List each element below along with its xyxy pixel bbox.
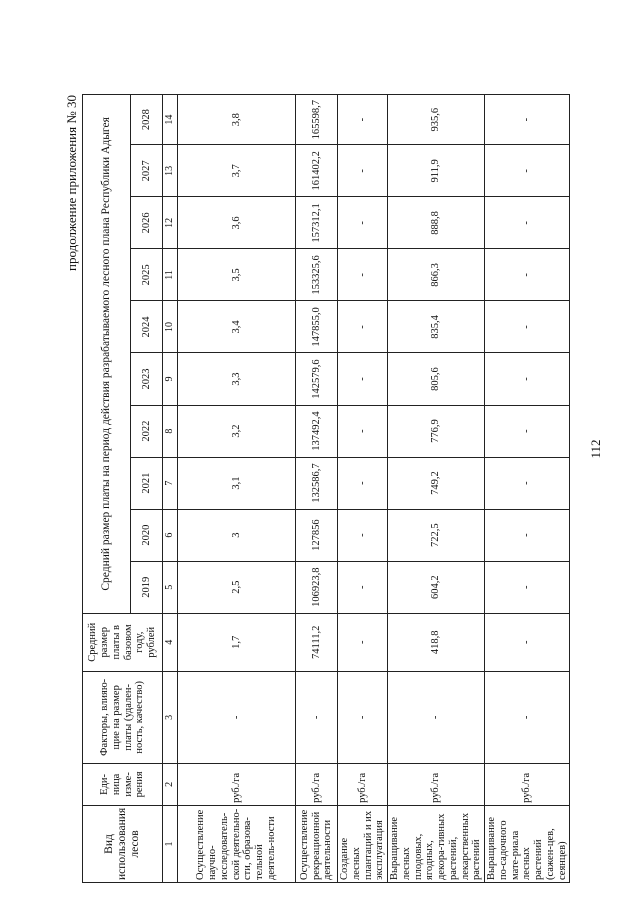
row-year-value: -	[485, 145, 570, 197]
table-row	[485, 95, 570, 883]
column-number: 12	[163, 197, 178, 249]
column-number: 9	[163, 353, 178, 405]
row-unit: руб./га	[296, 763, 338, 805]
column-number: 14	[163, 95, 178, 145]
row-base-average: 418,8	[388, 613, 485, 671]
header-unit: Еди-ница изме-рения	[83, 763, 163, 805]
column-number: 4	[163, 613, 178, 671]
header-factors: Факторы, влияю-щие на размер платы (удален-ность, качество)	[83, 671, 163, 763]
row-year-value: 835,4	[388, 301, 485, 353]
year-header: 2020	[131, 509, 163, 561]
row-year-value: -	[338, 197, 388, 249]
row-year-value: 142579,6	[296, 353, 338, 405]
row-year-value: -	[338, 405, 388, 457]
row-year-value: 3,6	[178, 197, 296, 249]
row-year-value: 3,8	[178, 95, 296, 145]
row-year-value: 722,5	[388, 509, 485, 561]
header-base-average: Средний размер платы в базовом году, рублей	[83, 613, 163, 671]
row-year-value: 153325,6	[296, 249, 338, 301]
year-header: 2021	[131, 457, 163, 509]
row-year-value: 3,7	[178, 145, 296, 197]
year-header: 2026	[131, 197, 163, 249]
row-factors: -	[485, 671, 570, 763]
year-header: 2022	[131, 405, 163, 457]
row-unit: руб./га	[485, 763, 570, 805]
row-year-value: -	[485, 353, 570, 405]
page-number: 112	[588, 439, 603, 459]
row-factors: -	[296, 671, 338, 763]
row-year-value: 106923,8	[296, 561, 338, 613]
column-number: 8	[163, 405, 178, 457]
row-factors: -	[178, 671, 296, 763]
row-year-value: -	[485, 249, 570, 301]
row-use-type: Выращивание лесных плодовых, ягодных, декора-тивных растений, лекарственных растений	[388, 805, 485, 882]
row-year-value: 3	[178, 509, 296, 561]
column-number: 2	[163, 763, 178, 805]
row-use-type: Осуществление научно-исследователь-ской деятельно-сти, образова-тельной деятель-ности	[178, 805, 296, 882]
row-factors: -	[338, 671, 388, 763]
row-year-value: 888,8	[388, 197, 485, 249]
row-year-value: 866,3	[388, 249, 485, 301]
row-year-value: -	[485, 457, 570, 509]
row-base-average: -	[338, 613, 388, 671]
row-unit: руб./га	[388, 763, 485, 805]
row-year-value: -	[485, 301, 570, 353]
row-year-value: -	[338, 353, 388, 405]
row-year-value: -	[485, 405, 570, 457]
header-use-type: Вид использования лесов	[83, 805, 163, 882]
row-year-value: 132586,7	[296, 457, 338, 509]
row-base-average: -	[485, 613, 570, 671]
header-period-average: Средний размер платы на период действия разрабатываемого лесного плана Республики Адыгея	[83, 95, 131, 614]
table-row	[338, 95, 388, 883]
row-factors: -	[388, 671, 485, 763]
row-year-value: 3,3	[178, 353, 296, 405]
column-number: 1	[163, 805, 178, 882]
row-year-value: 776,9	[388, 405, 485, 457]
row-base-average: 74111,2	[296, 613, 338, 671]
row-base-average: 1,7	[178, 613, 296, 671]
column-number: 10	[163, 301, 178, 353]
row-year-value: 161402,2	[296, 145, 338, 197]
year-header: 2025	[131, 249, 163, 301]
row-use-type: Осуществление рекреационной деятельности	[296, 805, 338, 882]
column-number: 6	[163, 509, 178, 561]
row-year-value: 604,2	[388, 561, 485, 613]
row-year-value: -	[338, 509, 388, 561]
row-year-value: -	[338, 95, 388, 145]
row-year-value: 3,2	[178, 405, 296, 457]
row-year-value: -	[485, 509, 570, 561]
column-number: 7	[163, 457, 178, 509]
table-row	[388, 95, 485, 883]
row-year-value: 805,6	[388, 353, 485, 405]
row-year-value: 137492,4	[296, 405, 338, 457]
year-header: 2028	[131, 95, 163, 145]
row-year-value: -	[485, 95, 570, 145]
row-year-value: 2,5	[178, 561, 296, 613]
year-header: 2024	[131, 301, 163, 353]
row-year-value: -	[485, 197, 570, 249]
row-year-value: -	[338, 145, 388, 197]
year-header: 2019	[131, 561, 163, 613]
year-header: 2027	[131, 145, 163, 197]
column-number: 13	[163, 145, 178, 197]
row-year-value: 935,6	[388, 95, 485, 145]
row-year-value: 749,2	[388, 457, 485, 509]
table-row	[296, 95, 338, 883]
row-year-value: 157312,1	[296, 197, 338, 249]
payment-table	[82, 94, 570, 883]
column-number: 11	[163, 249, 178, 301]
row-use-type: Выращивание по-садочного мате-риала лесных растений (сажен-цев, сеянцев)	[485, 805, 570, 882]
column-number: 5	[163, 561, 178, 613]
row-unit: руб./га	[178, 763, 296, 805]
row-year-value: 911,9	[388, 145, 485, 197]
row-year-value: 147855,0	[296, 301, 338, 353]
column-number: 3	[163, 671, 178, 763]
row-year-value: 165598,7	[296, 95, 338, 145]
table-row	[178, 95, 296, 883]
annex-caption: продолжение приложения № 30	[64, 95, 79, 271]
year-header: 2023	[131, 353, 163, 405]
row-year-value: -	[338, 457, 388, 509]
row-year-value: 3,5	[178, 249, 296, 301]
row-year-value: 127856	[296, 509, 338, 561]
row-use-type: Создание лесных плантаций и их эксплуатация	[338, 805, 388, 882]
row-unit: руб./га	[338, 763, 388, 805]
row-year-value: -	[338, 249, 388, 301]
row-year-value: 3,1	[178, 457, 296, 509]
row-year-value: -	[338, 561, 388, 613]
row-year-value: 3,4	[178, 301, 296, 353]
row-year-value: -	[485, 561, 570, 613]
row-year-value: -	[338, 301, 388, 353]
